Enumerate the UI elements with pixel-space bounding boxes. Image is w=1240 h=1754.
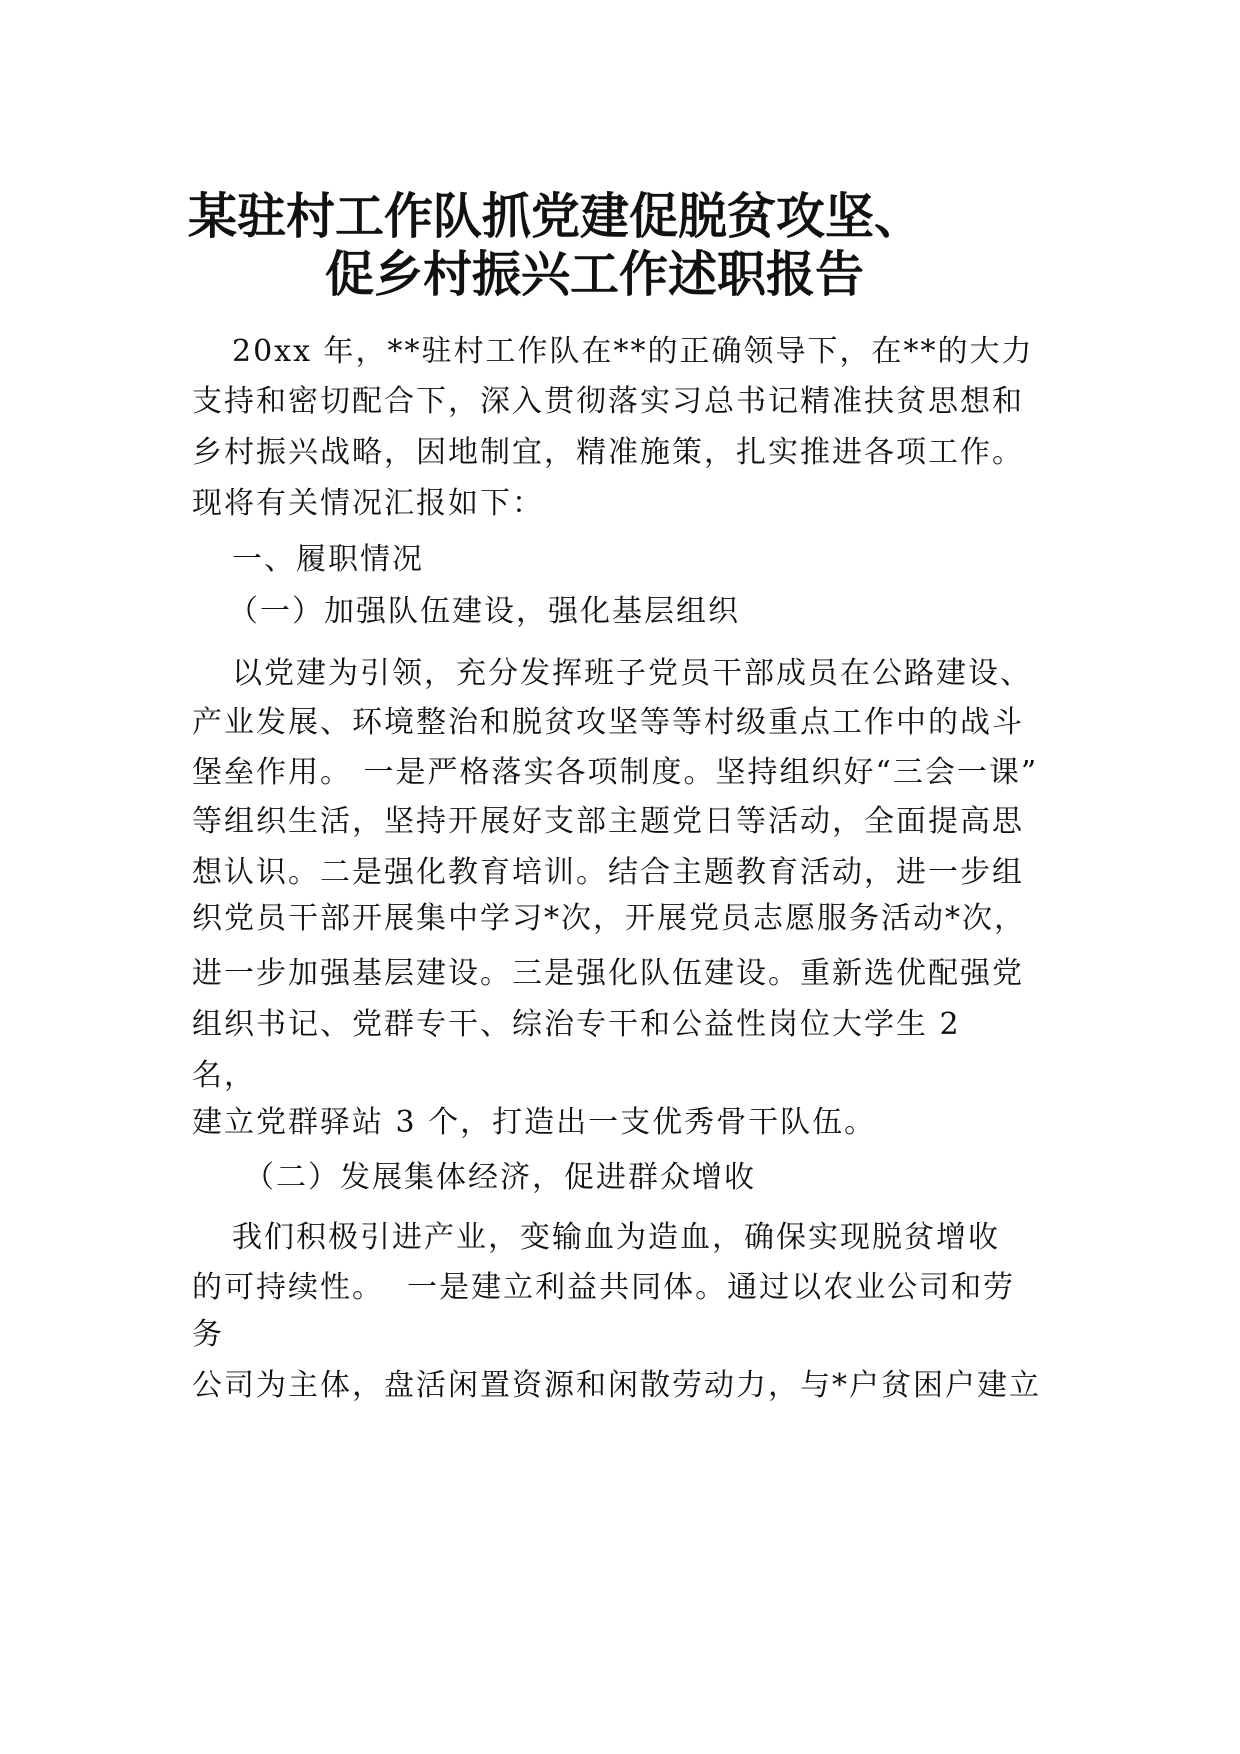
paragraph-line: 我们积极引进产业，变输血为造血，确保实现脱贫增收 [232, 1220, 1000, 1255]
subsection-heading: （二）发展集体经济，促进群众增收 [244, 1160, 756, 1195]
paragraph-line: 等组织生活，坚持开展好支部主题党日等活动，全面提高思 [192, 804, 1024, 839]
paragraph-line: 20xx 年，**驻村工作队在**的正确领导下，在**的大力 [232, 334, 1034, 369]
paragraph-line: 堡垒作用。 一是严格落实各项制度。坚持组织好“三会一课” [192, 755, 1039, 790]
paragraph-line: 以党建为引领，充分发挥班子党员干部成员在公路建设、 [232, 656, 1032, 691]
document-title-line-2: 促乡村振兴工作述职报告 [325, 246, 865, 303]
paragraph-line: 名， [192, 1058, 256, 1093]
paragraph-line: 想认识。二是强化教育培训。结合主题教育活动，进一步组 [192, 855, 1024, 890]
paragraph-line: 产业发展、环境整治和脱贫攻坚等等村级重点工作中的战斗 [192, 705, 1024, 740]
paragraph-line: 组织书记、党群专干、综治专干和公益性岗位大学生 2 [192, 1007, 961, 1042]
paragraph-line: 公司为主体，盘活闲置资源和闲散劳动力，与*户贫困户建立 [192, 1368, 1041, 1403]
paragraph-line: 乡村振兴战略，因地制宜，精准施策，扎实推进各项工作。 [192, 435, 1024, 470]
section-heading: 一、履职情况 [232, 542, 424, 577]
subsection-heading: （一）加强队伍建设，强化基层组织 [228, 594, 740, 629]
paragraph-line: 进一步加强基层建设。三是强化队伍建设。重新选优配强党 [192, 956, 1024, 991]
paragraph-line: 的可持续性。 一是建立利益共同体。通过以农业公司和劳 [192, 1270, 1016, 1305]
paragraph-line: 务 [192, 1317, 224, 1352]
paragraph-line: 建立党群驿站 3 个，打造出一支优秀骨干队伍。 [192, 1105, 877, 1140]
paragraph-line: 织党员干部开展集中学习*次，开展党员志愿服务活动*次， [192, 901, 1026, 936]
document-title-line-1: 某驻村工作队抓党建促脱贫攻坚、 [188, 188, 924, 245]
paragraph-line: 支持和密切配合下，深入贯彻落实习总书记精准扶贫思想和 [192, 384, 1024, 419]
paragraph-line: 现将有关情况汇报如下： [192, 486, 544, 521]
